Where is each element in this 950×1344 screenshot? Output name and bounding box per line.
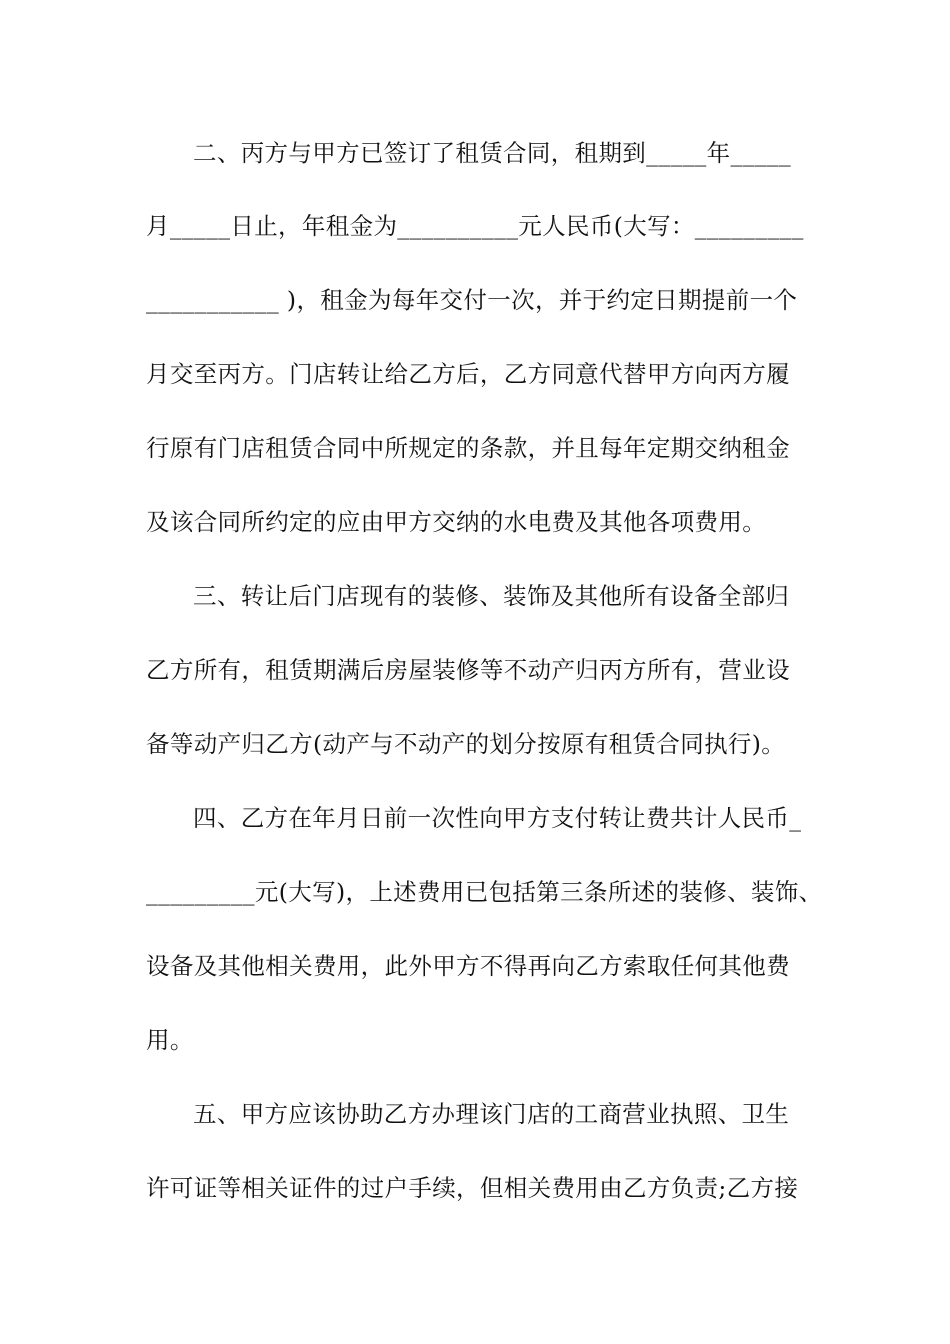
clause-4-line-1: 四、乙方在年月日前一次性向甲方支付转让费共计人民币_: [193, 804, 802, 832]
clause-2-line-6: 及该合同所约定的应由甲方交纳的水电费及其他各项费用。: [146, 508, 767, 536]
clause-4-line-4: 用。: [146, 1026, 194, 1054]
clause-2-line-3: ___________ )，租金为每年交付一次，并于约定日期提前一个: [146, 286, 798, 314]
clause-4-line-3: 设备及其他相关费用，此外甲方不得再向乙方索取任何其他费: [146, 952, 790, 980]
clause-2-line-1: 二、丙方与甲方已签订了租赁合同，租期到_____年_____: [193, 139, 791, 167]
clause-3-line-3: 备等动产归乙方(动产与不动产的划分按原有租赁合同执行)。: [146, 730, 786, 758]
clause-2-line-4: 月交至丙方。门店转让给乙方后，乙方同意代替甲方向丙方履: [146, 360, 790, 388]
clause-4-line-2: _________元(大写)，上述费用已包括第三条所述的装修、装饰、: [146, 878, 823, 906]
clause-3-line-1: 三、转让后门店现有的装修、装饰及其他所有设备全部归: [193, 582, 790, 610]
clause-2-line-5: 行原有门店租赁合同中所规定的条款，并且每年定期交纳租金: [146, 434, 790, 462]
clause-5-line-1: 五、甲方应该协助乙方办理该门店的工商营业执照、卫生: [193, 1100, 790, 1128]
clause-2-line-2: 月_____日止，年租金为__________元人民币(大写：_________: [146, 212, 804, 240]
clause-5-line-2: 许可证等相关证件的过户手续，但相关费用由乙方负责;乙方接: [146, 1174, 799, 1202]
clause-3-line-2: 乙方所有，租赁期满后房屋装修等不动产归丙方所有，营业设: [146, 656, 790, 684]
